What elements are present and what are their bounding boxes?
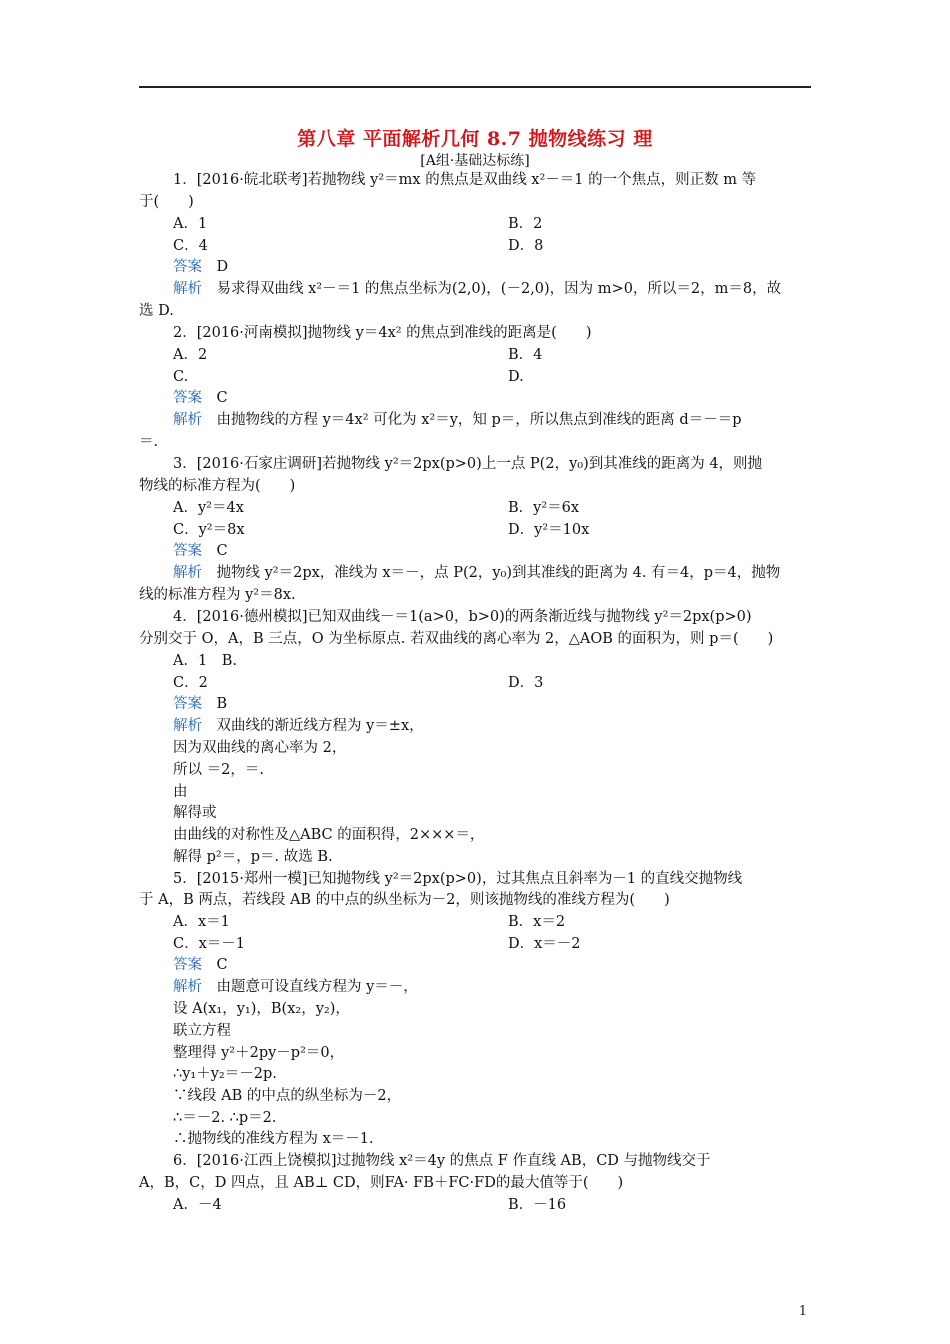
q5-analysis bbox=[173, 977, 418, 998]
q2-option-b: B．4 bbox=[508, 347, 543, 363]
q5-option-d: D．x＝－2 bbox=[508, 936, 581, 952]
q4-option-ab: A．1 B. bbox=[173, 653, 237, 669]
q5-analysis-line: ∴y₁＋y₂＝－2p. bbox=[173, 1066, 277, 1082]
q2-analysis-text: 由抛物线的方程 y＝4x² 可化为 x²＝y，知 p＝，所以焦点到准线的距离 d＝－＝p bbox=[216, 412, 742, 428]
q1-option-c: C．4 bbox=[173, 238, 208, 254]
q1-analysis-text: 易求得双曲线 x²－＝1 的焦点坐标为(2,0)，(－2,0)，因为 m>0，所以＝2，m＝8，故 bbox=[216, 281, 782, 297]
answer-label: 答案 bbox=[173, 957, 202, 973]
q5-analysis-line: 设 A(x₁，y₁)，B(x₂，y₂)， bbox=[173, 1001, 350, 1017]
q3-option-d: D．y²＝10x bbox=[508, 522, 590, 538]
q5-analysis-line: ∴抛物线的准线方程为 x＝－1. bbox=[173, 1131, 374, 1147]
q1-answer-value: D bbox=[216, 259, 229, 275]
q3-answer bbox=[173, 541, 228, 562]
q2-answer-value: C bbox=[216, 390, 228, 406]
q4-analysis bbox=[173, 716, 424, 737]
q3-stem: 3．[2016·石家庄调研]若抛物线 y²＝2px(p>0)上一点 P(2，y₀)到其准线的距离为 4，则抛 bbox=[173, 456, 763, 472]
q5-analysis-line: ∴＝－2. ∴p＝2. bbox=[173, 1110, 277, 1126]
q2-option-d: D. bbox=[508, 369, 524, 385]
q5-option-a: A．x＝1 bbox=[173, 914, 230, 930]
q5-stem-cont: 于 A，B 两点，若线段 AB 的中点的纵坐标为－2，则该抛物线的准线方程为( ) bbox=[139, 892, 670, 908]
q4-stem: 4．[2016·德州模拟]已知双曲线－＝1(a>0，b>0)的两条渐近线与抛物线 y²＝2px(p>0) bbox=[173, 609, 752, 625]
q6-option-b: B．－16 bbox=[508, 1197, 567, 1213]
q4-analysis-line: 解得 p²＝，p＝. 故选 B. bbox=[173, 849, 333, 865]
q4-analysis-line: 由曲线的对称性及△ABC 的面积得，2×××＝， bbox=[173, 827, 485, 843]
q6-option-a: A．－4 bbox=[173, 1197, 222, 1213]
q1-stem-cont: 于( ) bbox=[139, 194, 194, 210]
q4-answer-value: B bbox=[216, 696, 228, 712]
q1-answer bbox=[173, 257, 228, 278]
q1-stem: 1．[2016·皖北联考]若抛物线 y²＝mx 的焦点是双曲线 x²－＝1 的一个焦点，则正数 m 等 bbox=[173, 172, 757, 188]
answer-label: 答案 bbox=[173, 259, 202, 275]
q4-analysis-text: 双曲线的渐近线方程为 y＝±x， bbox=[216, 718, 424, 734]
q4-analysis-line: 解得或 bbox=[173, 805, 217, 821]
q3-option-b: B．y²＝6x bbox=[508, 500, 580, 516]
q3-analysis-cont: 线的标准方程为 y²＝8x. bbox=[139, 587, 296, 603]
q3-analysis-text: 抛物线 y²＝2px，准线为 x＝－，点 P(2，y₀)到其准线的距离为 4. 有＝4，p＝4，抛物 bbox=[216, 565, 781, 581]
page-number: 1 bbox=[798, 1304, 807, 1319]
q5-analysis-line: 联立方程 bbox=[173, 1023, 231, 1039]
q4-analysis-line: 因为双曲线的离心率为 2， bbox=[173, 740, 347, 756]
q4-analysis-line: 由 bbox=[173, 784, 188, 800]
q1-analysis-cont: 选 D. bbox=[139, 303, 174, 319]
q5-answer-value: C bbox=[216, 957, 228, 973]
q1-option-b: B．2 bbox=[508, 216, 543, 232]
q5-analysis-text: 由题意可设直线方程为 y＝－， bbox=[216, 979, 418, 995]
q2-option-c: C. bbox=[173, 369, 189, 385]
q5-option-b: B．x＝2 bbox=[508, 914, 566, 930]
q4-stem-cont: 分别交于 O，A，B 三点，O 为坐标原点. 若双曲线的离心率为 2，△AOB 的面积为，则 p＝( ) bbox=[139, 631, 774, 647]
q3-analysis bbox=[173, 563, 780, 584]
page-title: 第八章 平面解析几何 8.7 抛物线练习 理 bbox=[297, 128, 653, 150]
q2-answer bbox=[173, 388, 228, 409]
q5-option-c: C．x＝－1 bbox=[173, 936, 245, 952]
q4-analysis-line: 所以 ＝2，＝. bbox=[173, 762, 264, 778]
q4-option-d: D．3 bbox=[508, 675, 544, 691]
analysis-label: 解析 bbox=[173, 565, 202, 581]
analysis-label: 解析 bbox=[173, 718, 202, 734]
q4-option-c: C．2 bbox=[173, 675, 208, 691]
answer-label: 答案 bbox=[173, 390, 202, 406]
q5-analysis-line: 整理得 y²＋2py－p²＝0， bbox=[173, 1045, 345, 1061]
q6-stem: 6．[2016·江西上饶模拟]过抛物线 x²＝4y 的焦点 F 作直线 AB，CD 与抛物线交于 bbox=[173, 1153, 711, 1169]
answer-label: 答案 bbox=[173, 696, 202, 712]
header-rule bbox=[139, 86, 811, 88]
q1-option-a: A．1 bbox=[173, 216, 208, 232]
answer-label: 答案 bbox=[173, 543, 202, 559]
analysis-label: 解析 bbox=[173, 412, 202, 428]
q2-analysis-cont: ＝. bbox=[139, 434, 159, 450]
q2-stem: 2．[2016·河南模拟]抛物线 y＝4x² 的焦点到准线的距离是( ) bbox=[173, 325, 592, 341]
q1-option-d: D．8 bbox=[508, 238, 544, 254]
q4-answer bbox=[173, 694, 227, 715]
q5-answer bbox=[173, 955, 228, 976]
q6-stem-cont: A，B，C，D 四点，且 AB⊥ CD，则FA· FB＋FC·FD的最大值等于( ) bbox=[139, 1175, 624, 1191]
q1-analysis bbox=[173, 279, 781, 300]
q5-stem: 5．[2015·郑州一模]已知抛物线 y²＝2px(p>0)，过其焦点且斜率为－1 的直线交抛物线 bbox=[173, 871, 743, 887]
q5-analysis-line: ∵线段 AB 的中点的纵坐标为－2， bbox=[173, 1088, 402, 1104]
analysis-label: 解析 bbox=[173, 979, 202, 995]
section-subtitle: [A组·基础达标练] bbox=[420, 153, 530, 169]
q3-stem-cont: 物线的标准方程为( ) bbox=[139, 478, 296, 494]
analysis-label: 解析 bbox=[173, 281, 202, 297]
q3-option-c: C．y²＝8x bbox=[173, 522, 245, 538]
q3-answer-value: C bbox=[216, 543, 228, 559]
q2-option-a: A．2 bbox=[173, 347, 208, 363]
q2-analysis bbox=[173, 410, 741, 431]
q3-option-a: A．y²＝4x bbox=[173, 500, 244, 516]
